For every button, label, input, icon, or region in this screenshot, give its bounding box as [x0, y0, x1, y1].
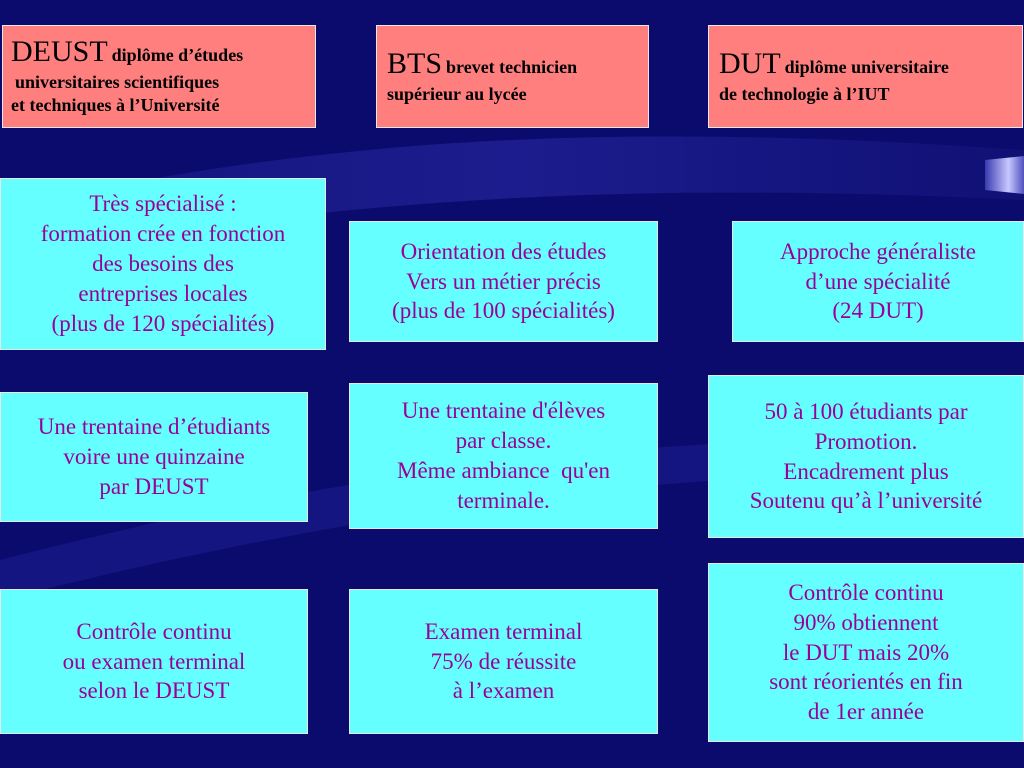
deust-acronym: DEUST — [11, 35, 108, 68]
bts-line1: brevet technicien — [446, 57, 578, 77]
bts-size-line: Une trentaine d'élèves — [401, 398, 606, 424]
bts-eval-line: à l’examen — [452, 678, 555, 704]
bts-evaluation-box — [349, 589, 658, 734]
dut-evaluation-box — [708, 563, 1024, 742]
deust-specialization-box — [0, 178, 326, 350]
dut-eval-line: de 1er année — [807, 699, 925, 725]
bts-eval-line: Examen terminal — [424, 618, 583, 644]
bts-acronym: BTS — [387, 47, 443, 80]
bts-class-size-box — [349, 383, 658, 529]
dut-specialization-box — [732, 221, 1024, 342]
deust-line1: diplôme d’études — [111, 45, 244, 65]
bts-line2: supérieur au lycée — [387, 84, 527, 104]
deust-size-line: Une trentaine d’étudiants — [37, 414, 271, 440]
bts-header — [376, 25, 649, 128]
dut-spec-line: Approche généraliste — [779, 238, 977, 264]
deust-spec-line: entreprises locales — [78, 280, 248, 306]
dut-line2: de technologie à l’IUT — [719, 84, 890, 104]
deust-eval-line: ou examen terminal — [62, 648, 246, 674]
deust-eval-line: Contrôle continu — [76, 618, 232, 644]
bts-spec-line: (plus de 100 spécialités) — [392, 298, 615, 324]
deust-line3: et techniques à l’Université — [11, 94, 220, 115]
deust-spec-line: formation crée en fonction — [40, 221, 286, 247]
deust-line2: universitaires scientifiques — [15, 72, 220, 92]
deust-spec-line: (plus de 120 spécialités) — [51, 310, 275, 336]
bts-spec-line: Vers un métier précis — [406, 268, 601, 294]
dut-eval-line: sont réorientés en fin — [769, 669, 963, 695]
dut-header — [708, 25, 1023, 128]
dut-eval-line: Contrôle continu — [788, 579, 944, 605]
deust-spec-line: des besoins des — [92, 251, 234, 277]
dut-eval-line: le DUT mais 20% — [782, 639, 950, 665]
deust-spec-line: Très spécialisé : — [89, 191, 237, 217]
deust-size-line: voire une quinzaine — [63, 444, 245, 470]
dut-size-line: Soutenu qu’à l’université — [749, 488, 983, 514]
bts-size-line: terminale. — [457, 487, 550, 513]
dut-size-line: 50 à 100 étudiants par — [764, 398, 968, 424]
deust-header — [2, 25, 316, 128]
bts-spec-line: Orientation des études — [400, 238, 607, 264]
bts-eval-line: 75% de réussite — [430, 648, 577, 674]
bts-size-line: Même ambiance qu'en — [397, 458, 610, 483]
deust-eval-line: selon le DEUST — [78, 678, 230, 704]
dut-acronym: DUT — [719, 47, 781, 80]
dut-line1: diplôme universitaire — [784, 57, 949, 77]
dut-size-line: Encadrement plus — [783, 458, 949, 484]
dut-spec-line: (24 DUT) — [832, 298, 924, 324]
deust-class-size-box — [0, 392, 308, 522]
dut-spec-line: d’une spécialité — [805, 268, 951, 294]
deust-size-line: par DEUST — [99, 473, 209, 499]
deust-evaluation-box — [0, 589, 308, 734]
dut-eval-line: 90% obtiennent — [793, 609, 939, 635]
dut-class-size-box — [708, 375, 1024, 538]
bts-size-line: par classe. — [455, 428, 552, 454]
bts-specialization-box — [349, 221, 658, 342]
dut-size-line: Promotion. — [814, 428, 918, 454]
